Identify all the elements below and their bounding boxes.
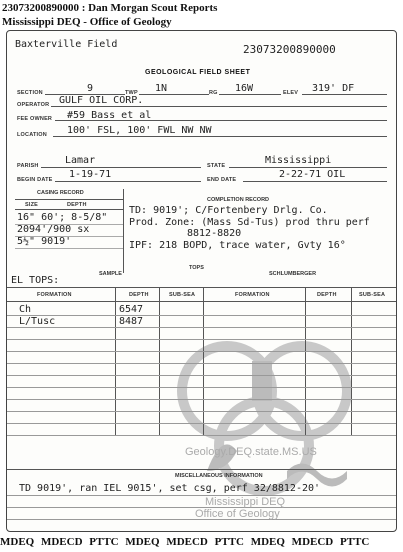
tops-col-div-1 xyxy=(115,287,116,435)
state-line xyxy=(229,167,387,168)
operator-label: OPERATOR xyxy=(17,102,50,108)
watermark-site: Geology.DEQ.state.MS.US xyxy=(185,446,317,458)
casing-row-3: 5½" 9019' xyxy=(17,236,72,247)
end-date-label: END DATE xyxy=(207,177,237,183)
tops-col-div-2 xyxy=(159,287,160,435)
completion-line-2: Prod. Zone: (Mass Sd-Tus) prod thru perf xyxy=(129,217,370,228)
fee-owner-value: #59 Bass et al xyxy=(67,110,152,121)
col-depth-2: DEPTH xyxy=(317,292,337,298)
casing-row-1: 16" 60'; 8-5/8" xyxy=(17,212,108,223)
twp-line xyxy=(139,94,209,95)
operator-line xyxy=(51,106,387,107)
location-label: LOCATION xyxy=(17,132,47,138)
begin-date-value: 1-19-71 xyxy=(69,169,112,180)
misc-top-rule xyxy=(7,469,396,470)
field-sheet-card xyxy=(6,30,397,532)
col-formation-1: FORMATION xyxy=(37,292,72,298)
begin-date-label: BEGIN DATE xyxy=(17,177,53,183)
watermark-dept: Mississippi DEQ xyxy=(205,496,286,508)
casing-rule-3 xyxy=(15,248,123,249)
elev-label: ELEV xyxy=(283,90,299,96)
tops-rule-5 xyxy=(7,363,396,364)
tops-rule-11 xyxy=(7,435,396,436)
tops-header-rule xyxy=(7,301,396,302)
watermark-office: Office of Geology xyxy=(195,508,280,520)
rg-value: 16W xyxy=(235,83,254,94)
misc-rule-1 xyxy=(7,495,396,496)
misc-text: TD 9019', ran IEL 9015', set csg, perf 32/8812-20' xyxy=(19,483,321,494)
casing-record-title: CASING RECORD xyxy=(37,190,84,196)
elev-line xyxy=(302,94,387,95)
operator-value: GULF OIL CORP. xyxy=(59,95,144,106)
completion-record-title: COMPLETION RECORD xyxy=(207,197,270,203)
parish-label: PARISH xyxy=(17,163,39,169)
parish-value: Lamar xyxy=(65,155,96,166)
col-depth-1: DEPTH xyxy=(129,292,149,298)
casing-header-rule xyxy=(15,209,123,210)
tops-rule-7 xyxy=(7,387,396,388)
tops-col-div-5 xyxy=(351,287,352,435)
section-value: 9 xyxy=(87,83,94,94)
location-value: 100' FSL, 100' FWL NW NW xyxy=(67,125,212,136)
tops-rule-9 xyxy=(7,411,396,412)
col-formation-2: FORMATION xyxy=(235,292,270,298)
section-label: SECTION xyxy=(17,90,43,96)
tops-top-rule xyxy=(7,287,396,288)
twp-value: 1N xyxy=(155,83,168,94)
col-subsea-2: SUB-SEA xyxy=(359,292,386,298)
state-label: STATE xyxy=(207,163,226,169)
casing-size-label: SIZE xyxy=(25,202,39,208)
casing-rule-2 xyxy=(15,236,123,237)
api-number: 23073200890000 xyxy=(243,43,336,56)
tops-row-1-formation: Ch xyxy=(19,304,32,315)
schlumberger-title: SCHLUMBERGER xyxy=(269,271,317,277)
sample-title: SAMPLE xyxy=(99,271,122,277)
location-line xyxy=(53,136,387,137)
tops-rule-4 xyxy=(7,351,396,352)
col-subsea-1: SUB-SEA xyxy=(169,292,196,298)
parish-line xyxy=(41,167,201,168)
field-name: Baxterville Field xyxy=(15,39,118,50)
casing-title-rule xyxy=(15,199,123,200)
end-date-line xyxy=(243,181,387,182)
misc-title: MISCELLANEOUS INFORMATION xyxy=(175,473,263,479)
tops-col-div-3 xyxy=(203,287,204,435)
end-date-value: 2-22-71 OIL xyxy=(279,169,346,180)
fee-owner-label: FEE OWNER xyxy=(17,116,53,122)
tops-rule-1 xyxy=(7,315,396,316)
report-subtitle: Mississippi DEQ - Office of Geology xyxy=(2,16,172,28)
tops-row-2-formation: L/Tusc xyxy=(19,316,56,327)
el-tops-label: EL TOPS: xyxy=(11,275,60,286)
twp-label: TWP xyxy=(125,90,138,96)
tops-rule-10 xyxy=(7,423,396,424)
footer-banner: MDEQ MDECD PTTC MDEQ MDECD PTTC MDEQ MDECD PTTC xyxy=(0,536,370,548)
sheet-title: GEOLOGICAL FIELD SHEET xyxy=(145,69,251,76)
rg-label: RG xyxy=(209,90,218,96)
tops-rule-3 xyxy=(7,339,396,340)
rg-line xyxy=(219,94,281,95)
state-value: Mississippi xyxy=(265,155,332,166)
tops-row-1-depth: 6547 xyxy=(119,304,144,315)
casing-row-2: 2094'/900 sx xyxy=(17,224,90,235)
tops-rule-2 xyxy=(7,327,396,328)
casing-rule-1 xyxy=(15,224,123,225)
report-title: 23073200890000 : Dan Morgan Scout Reports xyxy=(2,2,218,14)
tops-title: TOPS xyxy=(189,265,204,271)
casing-divider xyxy=(123,189,124,273)
tops-rule-8 xyxy=(7,399,396,400)
completion-line-1: TD: 9019'; C/Fortenbery Drlg. Co. xyxy=(129,205,328,216)
tops-col-div-4 xyxy=(305,287,306,435)
fee-owner-line xyxy=(55,120,387,121)
tops-rule-6 xyxy=(7,375,396,376)
begin-date-line xyxy=(55,181,201,182)
elev-value: 319' DF xyxy=(312,83,355,94)
completion-line-4: IPF: 218 BOPD, trace water, Gvty 16° xyxy=(129,240,346,251)
completion-line-3: 8812-8820 xyxy=(187,228,242,239)
tops-row-2-depth: 8487 xyxy=(119,316,144,327)
casing-depth-label: DEPTH xyxy=(67,202,87,208)
